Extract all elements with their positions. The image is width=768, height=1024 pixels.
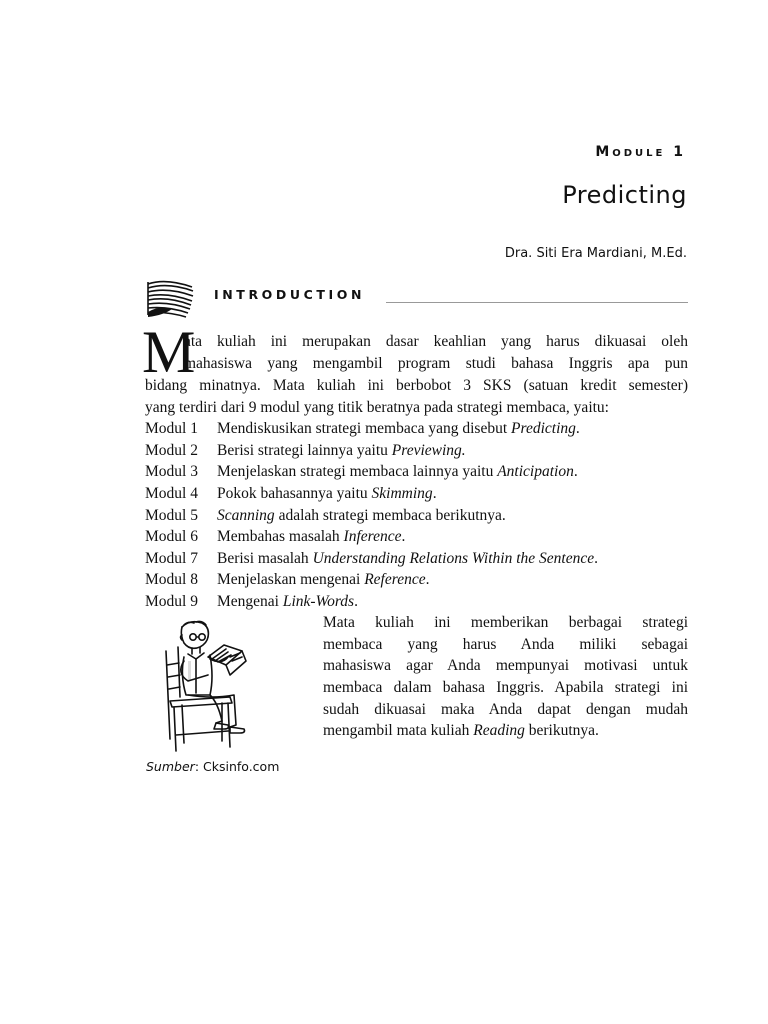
module-label: Module 1 [595,144,686,160]
module-number: Modul 1 [145,420,198,437]
paragraph-line: mahasiswa yang mengambil program studi bahasa Inggris apa pun [184,355,688,372]
side-paragraph-line: sudah dikuasai maka Anda dapat dengan mudah [323,701,688,718]
module-description: Berisi masalah Understanding Relations Within the Sentence. [217,550,598,567]
book-pages-icon [146,279,196,319]
drop-cap: M [142,319,196,385]
module-number: Modul 9 [145,593,198,610]
module-description: Pokok bahasannya yaitu Skimming. [217,485,437,502]
module-description: Menjelaskan mengenai Reference. [217,571,430,588]
paragraph-line: bidang minatnya. Mata kuliah ini berbobot 3 SKS (satuan kredit semester) [145,377,688,394]
module-description: Mendiskusikan strategi membaca yang disebut Predicting. [217,420,580,437]
module-number: Modul 8 [145,571,198,588]
figure-caption: Sumber: Cksinfo.com [146,759,280,774]
module-number: Modul 3 [145,463,198,480]
module-description: Menjelaskan strategi membaca lainnya yaitu Anticipation. [217,463,578,480]
reading-boy-illustration [152,617,282,755]
paragraph-line: yang terdiri dari 9 modul yang titik beratnya pada strategi membaca, yaitu: [145,399,609,416]
module-description: Mengenai Link-Words. [217,593,358,610]
side-paragraph-line: membaca yang harus Anda miliki sebagai [323,636,688,653]
module-number: Modul 2 [145,442,198,459]
module-description: Membahas masalah Inference. [217,528,406,545]
side-paragraph-line: mahasiswa agar Anda mempunyai motivasi untuk [323,657,688,674]
side-paragraph-line: membaca dalam bahasa Inggris. Apabila strategi ini [323,679,688,696]
author-name: Dra. Siti Era Mardiani, M.Ed. [504,246,687,261]
module-description: Berisi strategi lainnya yaitu Previewing. [217,442,466,459]
heading-rule [386,302,688,303]
module-description: Scanning adalah strategi membaca berikutnya. [217,507,506,524]
module-number: Modul 4 [145,485,198,502]
side-paragraph-line: Mata kuliah ini memberikan berbagai strategi [323,614,688,631]
module-number: Modul 7 [145,550,198,567]
section-heading: INTRODUCTION [214,287,366,302]
side-paragraph-line: mengambil mata kuliah Reading berikutnya. [323,722,599,739]
module-number: Modul 5 [145,507,198,524]
module-number: Modul 6 [145,528,198,545]
page-title: Predicting [562,181,687,209]
paragraph-line: ata kuliah ini merupakan dasar keahlian yang harus dikuasai oleh [184,333,688,350]
